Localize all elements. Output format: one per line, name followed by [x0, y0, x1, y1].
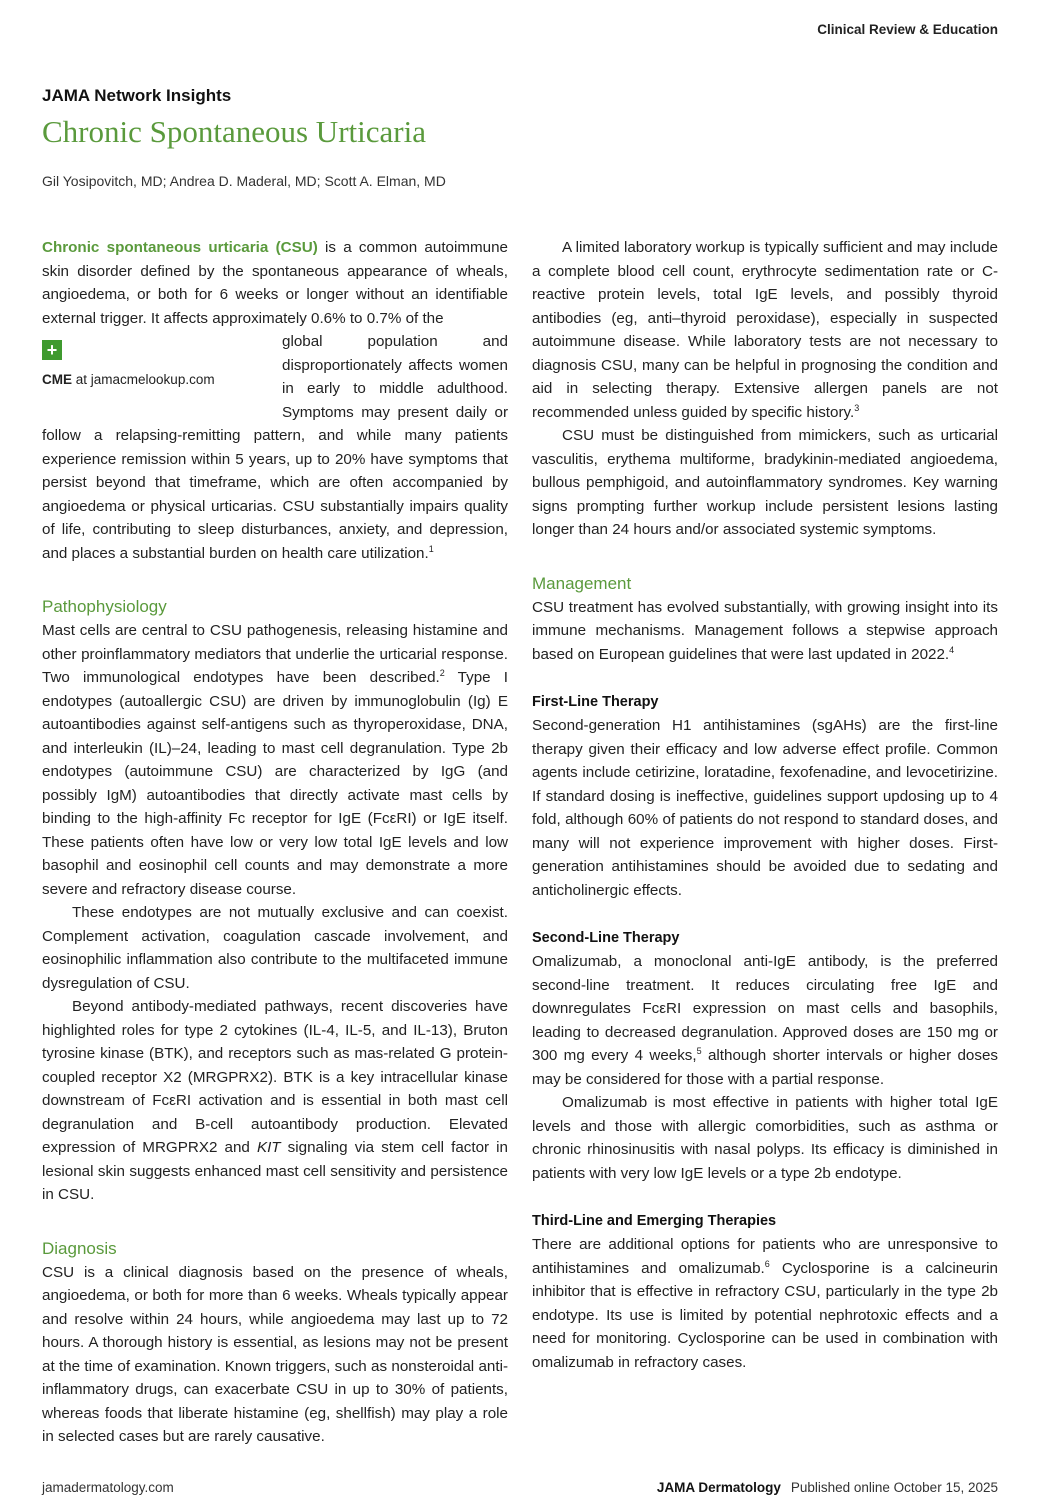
diagnosis-paragraph-3: CSU must be distinguished from mimickers, such as urticarial vasculitis, erythema multiforme, bradykinin-mediated angioedema, bullous pemphigoid, and autoinflammatory syndromes. Key warning signs prompting further workup include persistent lesions lasting longer than 24 hours and/or associated systemic symptoms.	[532, 427, 998, 538]
mgmt-text: CSU treatment has evolved substantially, with growing insight into its immune mechanisms. Management follows a stepwise approach based on European guidelines that were last updated in 2022.	[532, 598, 998, 663]
second-text-a: Omalizumab, a monoclonal anti-IgE antibody, is the preferred second-line treatment. It reduces circulating free IgE and downregulates FcεRI expression on mast cells and basophils, leading to decreased degranulation. Approved doses are 150 mg or 300 mg every 4 weeks,	[532, 953, 998, 1064]
heading-third-line: Third-Line and Emerging Therapies	[532, 1213, 777, 1229]
heading-first-line: First-Line Therapy	[532, 694, 659, 710]
cme-link[interactable]	[42, 372, 215, 387]
second-text-b: although shorter intervals or higher doses may be considered for those with a partial response.	[532, 1047, 998, 1088]
ref-2[interactable]: 2	[439, 667, 445, 678]
plus-icon[interactable]: +	[42, 340, 62, 360]
diag2-text: A limited laboratory workup is typically sufficient and may include a complete blood cell count, erythrocyte sedimentation rate or C-reactive protein levels, total IgE levels, and possibly thyroid antibodies (eg, anti–thyroid peroxidase), especially in suspected autoimmune disease. While laboratory tests are not necessary to diagnosis CSU, many can be helpful in prognosing the condition and aid in selecting therapy. Extensive allergen panels are not recommended unless guided by specific history.	[532, 239, 998, 421]
ref-6[interactable]: 6	[764, 1258, 770, 1269]
right-column	[532, 236, 998, 1374]
diagnosis-paragraph-2	[532, 236, 998, 424]
intro-text-a: is a common autoimmune skin disorder defined by the spontaneous appearance of wheals, angioedema, or both for 6 weeks or longer without an identifiable external trigger. It affects approximately 0.6% to 0.7% of the	[42, 239, 508, 327]
patho-text-a: Mast cells are central to CSU pathogenesis, releasing histamine and other proinflammatory mediators that underlie the urticarial response. Two immunological endotypes have been described.	[42, 622, 508, 686]
patho-text-b: Type I endotypes (autoallergic CSU) are driven by immunoglobulin (Ig) E autoantibodies against self-antigens such as thyroperoxidase, DNA, and interleukin (IL)–24, leading to mast cell degranulation. Type 2b endotypes (autoimmune CSU) are characterized by IgG (and possibly IgM) autoantibodies that directly activate mast cells by binding to the high-affinity Fc receptor for IgE (FcεRI) or IgE itself. These patients often have low or very low total IgE levels and low basophil and eosinophil cell counts and may demonstrate a more severe and refractory disease course.	[42, 669, 508, 898]
third-text-b: Cyclosporine is a calcineurin inhibitor that is effective in refractory CSU, particularly in the type 2b endotype. Its use is limited by potential nephrotoxic effects and a need for monitoring. Cyclosporine can be used in combination with omalizumab in refractory cases.	[532, 1259, 998, 1371]
footer-site-link[interactable]: jamadermatology.com	[42, 1480, 174, 1495]
intro-text-b: global population and disproportionately affects women in early to middle adulthood. Symptoms may present daily or follow a relapsing-remitting pattern, and while many patients experience remission within 5 years, up to 20% have symptoms that persist beyond that timeframe, which are often accompanied by angioedema or physical urticarias. CSU substantially impairs quality of life, contributing to sleep disturbances, anxiety, and depression, and places a substantial burden on health care utilization.	[42, 333, 508, 562]
patho3-text-a: Beyond antibody-mediated pathways, recent discoveries have highlighted roles for type 2 cytokines (IL-4, IL-5, and IL-13), Bruton tyrosine kinase (BTK), and receptors such as mas-related G protein-coupled receptor X2 (MRGPRX2). BTK is a key intracellular kinase downstream of FcεRI activation and is essential in both mast cell degranulation and B-cell autoantibody production. Elevated expression of MRGPRX2 and	[42, 998, 508, 1156]
cme-label: CME	[42, 372, 72, 387]
series-label: JAMA Network Insights	[42, 86, 232, 105]
management-paragraph-1	[532, 596, 998, 667]
ref-4[interactable]: 4	[949, 644, 955, 655]
journal-name: JAMA Dermatology	[656, 1480, 781, 1495]
intro-lead: Chronic spontaneous urticaria (CSU)	[42, 239, 318, 256]
running-head: Clinical Review & Education	[817, 22, 998, 37]
cme-site: at jamacmelookup.com	[75, 372, 215, 387]
left-column	[42, 236, 508, 1449]
heading-second-line: Second-Line Therapy	[532, 930, 680, 946]
publication-date: Published online October 15, 2025	[790, 1480, 998, 1495]
kit-gene: KIT	[256, 1139, 281, 1156]
heading-diagnosis: Diagnosis	[42, 1238, 117, 1258]
second-line-paragraph-1	[532, 950, 998, 1091]
ref-1[interactable]: 1	[428, 543, 434, 554]
patho-paragraph-2: These endotypes are not mutually exclusive and can coexist. Complement activation, coagulation cascade involvement, and eosinophilic inflammation also contribute to the multifaceted immune dysregulation of CSU.	[42, 904, 508, 992]
author-list: Gil Yosipovitch, MD; Andrea D. Maderal, MD; Scott A. Elman, MD	[42, 173, 446, 189]
intro-paragraph-1	[42, 236, 508, 330]
footer-journal	[657, 1480, 998, 1495]
diagnosis-paragraph-1: CSU is a clinical diagnosis based on the presence of wheals, angioedema, or both for more than 6 weeks. Wheals typically appear and resolve within 24 hours, while angioedema may last up to 72 hours. A thorough history is essential, as lesions may not be present at the time of examination. Known triggers, such as nonsteroidal anti-inflammatory drugs, can exacerbate CSU in up to 30% of patients, whereas foods that liberate histamine (eg, shellfish) may play a role in selected cases but are rarely causative.	[42, 1263, 508, 1445]
patho-paragraph-3	[42, 995, 508, 1207]
cme-box[interactable]	[42, 330, 282, 420]
ref-5[interactable]: 5	[696, 1045, 702, 1056]
heading-pathophysiology: Pathophysiology	[42, 597, 167, 616]
second-line-paragraph-2: Omalizumab is most effective in patients with higher total IgE levels and those with allergic comorbidities, such as asthma or chronic rhinosinusitis with nasal polyps. Its efficacy is diminished in patients with very low IgE levels or a type 2b endotype.	[532, 1094, 998, 1182]
patho-paragraph-1	[42, 619, 508, 901]
heading-management: Management	[532, 573, 632, 593]
ref-3[interactable]: 3	[854, 402, 860, 413]
third-text-a: There are additional options for patients who are unresponsive to antihistamines and omalizumab.	[532, 1236, 998, 1277]
patho3-text-b: signaling via stem cell factor in lesional skin suggests enhanced mast cell sensitivity and persistence in CSU.	[42, 1139, 509, 1203]
article-title: Chronic Spontaneous Urticaria	[42, 114, 426, 149]
third-line-paragraph	[532, 1233, 998, 1374]
first-line-paragraph: Second-generation H1 antihistamines (sgAHs) are the first-line therapy given their efficacy and low adverse effect profile. Common agents include cetirizine, loratadine, fexofenadine, and levocetirizine. If standard dosing is ineffective, guidelines support updosing up to 4 fold, although 60% of patients do not respond to standard doses, and many will not experience improvement with higher doses. First-generation antihistamines should be avoided due to sedating and anticholinergic effects.	[532, 717, 998, 899]
